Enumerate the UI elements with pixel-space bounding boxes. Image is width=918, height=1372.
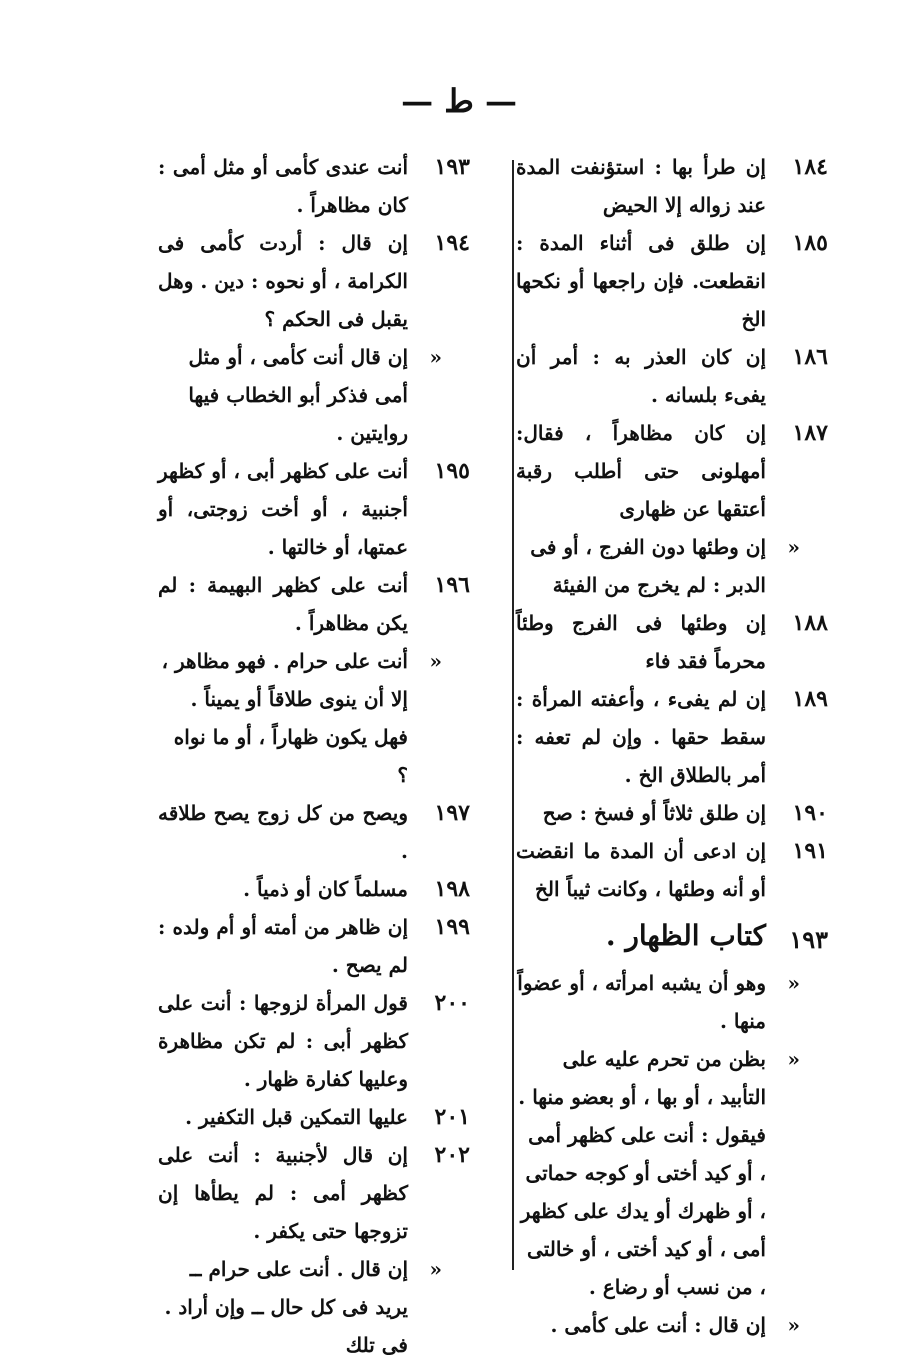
- page-marker: — ط —: [401, 82, 517, 120]
- entry-number: ١٨٩: [792, 686, 828, 712]
- entry-195: [158, 452, 470, 566]
- quote-text: أنت على حرام . فهو مظاهر ، إلا أن ينوى طلاقاً أو يميناً . فهل يكون ظهاراً ، أو ما نواه ؟: [161, 649, 408, 787]
- quote-text: إن قال أنت كأمى ، أو مثل أمى فذكر أبو الخطاب فيها روايتين .: [188, 345, 408, 445]
- entry-text: إن كان العذر به : أمر أن يفىء بلسانه .: [516, 345, 766, 407]
- entry-193: [158, 148, 470, 224]
- entry-188: [516, 604, 828, 680]
- entry-text: أنت على كظهر البهيمة : لم يكن مظاهراً .: [158, 573, 408, 635]
- entry-number: ١٨٨: [792, 610, 828, 636]
- quote-text: وهو أن يشبه امرأته ، أو عضواً منها .: [517, 971, 766, 1033]
- entry-number: ١٩٦: [434, 572, 470, 598]
- quote-item: [516, 528, 828, 604]
- entry-189: [516, 680, 828, 794]
- quote-mark: «: [429, 345, 442, 369]
- entry-text: إن قال : أردت كأمى فى الكرامة ، أو نحوه : دين . وهل يقبل فى الحكم ؟: [158, 231, 408, 331]
- entry-text: ويصح من كل زوج يصح طلاقه .: [158, 801, 408, 863]
- quote-text: إن قال : أنت على كأمى .: [550, 1313, 766, 1337]
- entry-text: إن كان مظاهراً ، فقال: أمهلونى حتى أطلب رقبة أعتقها عن ظهارى: [516, 421, 766, 521]
- quote-mark: «: [787, 971, 800, 995]
- entry-text: مسلماً كان أو ذمياً .: [243, 877, 408, 901]
- entry-number: ١٨٦: [792, 344, 828, 370]
- entry-text: إن وطئها فى الفرج وطئاً محرماً فقد فاء: [516, 611, 766, 673]
- entry-number: ١٩٩: [434, 914, 470, 940]
- entry-text: عليها التمكين قبل التكفير .: [185, 1105, 408, 1129]
- section-heading: [516, 908, 828, 964]
- entry-text: إن ظاهر من أمته أو أم ولده : لم يصح .: [158, 915, 408, 977]
- quote-text: بظن من تحرم عليه على التأبيد ، أو بها ، أو بعضو منها . فيقول : أنت على كظهر أمى ، أو كيد أختى أو كوجه حماتى ، أو ظهرك أو يدك على كظهر أمى ، أو كيد أختى ، أو خالتى ، من نسب أو رضاع .: [518, 1047, 766, 1299]
- entry-202: [158, 1136, 470, 1250]
- left-column: [158, 148, 470, 1364]
- entry-number: ١٩٤: [434, 230, 470, 256]
- entry-number: ١٩٧: [434, 800, 470, 826]
- quote-item: [516, 964, 828, 1040]
- entry-text: إن طلق فى أثناء المدة : انقطعت. فإن راجعها أو نكحها الخ: [516, 231, 766, 331]
- entry-184: [516, 148, 828, 224]
- entry-text: أنت عندى كأمى أو مثل أمى : كان مظاهراً .: [158, 155, 408, 217]
- quote-item: [516, 1040, 828, 1306]
- entry-text: إن طرأ بها : استؤنفت المدة عند زواله إلا الحيض: [516, 155, 766, 217]
- entry-187: [516, 414, 828, 528]
- entry-text: إن ادعى أن المدة ما انقضت أو أنه وطئها ، وكانت ثيباً الخ: [516, 839, 766, 901]
- entry-text: إن لم يفىء ، وأعفته المرأة : سقط حقها . وإن لم تعفه : أمر بالطلاق الخ .: [516, 687, 766, 787]
- quote-item: [158, 1250, 470, 1364]
- entry-201: [158, 1098, 470, 1136]
- entry-number: ٢٠٢: [434, 1142, 470, 1168]
- entry-number: ١٩٣: [434, 154, 470, 180]
- column-divider: [512, 160, 514, 1270]
- entry-number: ٢٠٠: [434, 990, 470, 1016]
- entry-text: قول المرأة لزوجها : أنت على كظهر أبى : لم تكن مظاهرة وعليها كفارة ظهار .: [158, 991, 408, 1091]
- entry-number: ١٩١: [792, 838, 828, 864]
- entry-number: ٢٠١: [434, 1104, 470, 1130]
- entry-197: [158, 794, 470, 870]
- entry-number: ١٨٤: [792, 154, 828, 180]
- entry-text: إن طلق ثلاثاً أو فسخ : صح: [542, 801, 766, 825]
- entry-194: [158, 224, 470, 338]
- entry-number: ١٩٠: [792, 800, 828, 826]
- entry-196: [158, 566, 470, 642]
- entry-185: [516, 224, 828, 338]
- quote-item: [516, 1306, 828, 1344]
- entry-text: أنت على كظهر أبى ، أو كظهر أجنبية ، أو أخت زوجتى، أو عمتها، أو خالتها .: [158, 459, 408, 559]
- entry-number: ١٩٨: [434, 876, 470, 902]
- entry-190: [516, 794, 828, 832]
- quote-mark: «: [429, 649, 442, 673]
- quote-item: [158, 642, 470, 794]
- entry-191: [516, 832, 828, 908]
- entry-186: [516, 338, 828, 414]
- entry-200: [158, 984, 470, 1098]
- quote-mark: «: [429, 1257, 442, 1281]
- quote-text: إن قال . أنت على حرام ــ يريد فى كل حال ــ وإن أراد . فى تلك: [164, 1257, 408, 1357]
- entry-text: إن قال لأجنبية : أنت على كظهر أمى : لم يطأها إن تزوجها حتى يكفر .: [158, 1143, 408, 1243]
- section-title: كتاب الظهار .: [605, 919, 766, 952]
- quote-text: إن وطئها دون الفرج ، أو فى الدبر : لم يخرج من الفيئة: [530, 535, 766, 597]
- quote-mark: «: [787, 1047, 800, 1071]
- entry-number: ١٩٥: [434, 458, 470, 484]
- entry-number: ١٨٥: [792, 230, 828, 256]
- right-column: [516, 148, 828, 1344]
- section-number: ١٩٣: [789, 925, 828, 954]
- entry-199: [158, 908, 470, 984]
- quote-mark: «: [787, 1313, 800, 1337]
- quote-mark: «: [787, 535, 800, 559]
- entry-198: [158, 870, 470, 908]
- quote-item: [158, 338, 470, 452]
- entry-number: ١٨٧: [792, 420, 828, 446]
